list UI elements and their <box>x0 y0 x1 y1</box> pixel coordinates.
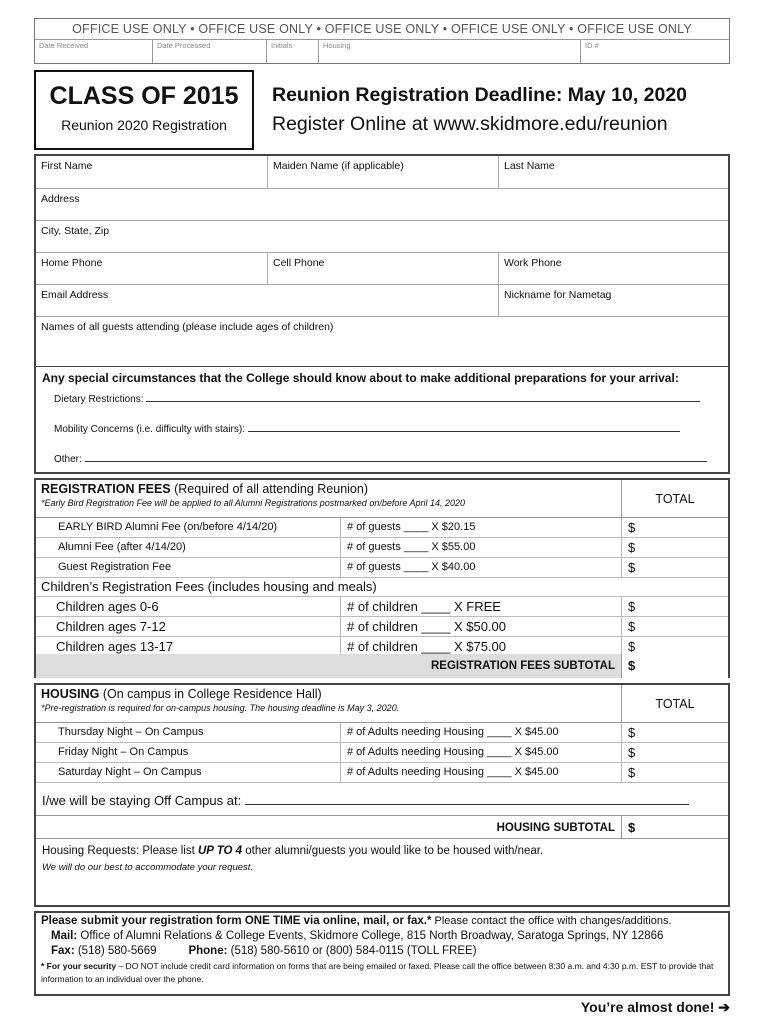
housing-night-label: Friday Night – On Campus <box>36 743 341 762</box>
email-field[interactable]: Email Address <box>36 285 499 316</box>
housing-requests-note: We will do our best to accommodate your request. <box>42 862 254 873</box>
mobility-line[interactable] <box>54 423 722 435</box>
fee-label: Alumni Fee (after 4/14/20) <box>36 538 341 557</box>
name-row <box>36 156 728 189</box>
class-subtitle: Reunion 2020 Registration <box>61 117 227 133</box>
dietary-label: Dietary Restrictions: <box>54 394 144 405</box>
fee-label: EARLY BIRD Alumni Fee (on/before 4/14/20) <box>36 518 341 537</box>
housing-note: *Pre-registration is required for on-campus housing. The housing deadline is May 3, 2020. <box>41 703 400 713</box>
mobility-label: Mobility Concerns (i.e. difficulty with stairs): <box>54 424 245 435</box>
mail-address: Mail: Office of Alumni Relations & College Events, Skidmore College, 815 North Broadway, Saratoga Springs, NY 12866 <box>51 930 664 942</box>
children-fee-label: Children ages 7-12 <box>36 617 341 636</box>
fee-calc[interactable]: # of guests ____ X $40.00 <box>341 558 622 577</box>
office-date-processed[interactable]: Date Processed <box>153 40 267 63</box>
office-use-box <box>34 18 730 64</box>
office-use-banner: OFFICE USE ONLY • OFFICE USE ONLY • OFFICE USE ONLY • OFFICE USE ONLY • OFFICE USE ONLY <box>72 22 692 36</box>
housing-requests[interactable] <box>42 845 722 873</box>
city-row <box>36 221 728 253</box>
housing-row <box>36 763 728 783</box>
children-fee-label: Children ages 13-17 <box>36 637 341 656</box>
cell-phone-field[interactable]: Cell Phone <box>268 253 499 284</box>
office-date-received[interactable]: Date Received <box>35 40 153 63</box>
children-fee-total[interactable]: $ <box>628 619 636 634</box>
office-housing[interactable]: Housing <box>319 40 581 63</box>
children-fee-total[interactable]: $ <box>628 639 636 654</box>
housing-calc[interactable]: # of Adults needing Housing ____ X $45.00 <box>341 763 622 782</box>
fee-row <box>36 518 728 538</box>
class-title-box <box>34 70 254 150</box>
guests-field[interactable]: Names of all guests attending (please include ages of children) <box>41 321 334 333</box>
fees-subtotal-label: REGISTRATION FEES SUBTOTAL <box>36 654 622 678</box>
special-title: Any special circumstances that the College should know about to make additional preparations for your arrival: <box>42 371 679 385</box>
housing-calc[interactable]: # of Adults needing Housing ____ X $45.00 <box>341 723 622 742</box>
dietary-underline[interactable] <box>146 393 700 402</box>
fees-subtotal-row <box>36 654 728 678</box>
first-name-field[interactable]: First Name <box>36 156 268 188</box>
last-name-field[interactable]: Last Name <box>504 160 555 172</box>
housing-subtotal-label: HOUSING SUBTOTAL <box>36 816 622 838</box>
housing-calc[interactable]: # of Adults needing Housing ____ X $45.00 <box>341 743 622 762</box>
class-title: CLASS OF 2015 <box>49 82 239 110</box>
fee-calc[interactable]: # of guests ____ X $20.15 <box>341 518 622 537</box>
off-campus-label: I/we will be staying Off Campus at: <box>42 793 242 808</box>
registration-fees-section <box>34 478 730 678</box>
fee-label: Guest Registration Fee <box>36 558 341 577</box>
office-id[interactable]: ID # <box>585 41 599 50</box>
other-line[interactable] <box>54 453 722 465</box>
mobility-underline[interactable] <box>248 423 680 432</box>
fee-row <box>36 558 728 578</box>
maiden-name-field[interactable]: Maiden Name (if applicable) <box>268 156 499 188</box>
housing-total[interactable]: $ <box>628 745 636 760</box>
children-fee-total[interactable]: $ <box>628 599 636 614</box>
housing-title: HOUSING (On campus in College Residence Hall) <box>41 687 322 701</box>
phone-row <box>36 253 728 285</box>
housing-row <box>36 743 728 763</box>
off-campus-line[interactable] <box>42 793 689 808</box>
housing-requests-text: Housing Requests: Please list UP TO 4 other alumni/guests you would like to be housed with/near. <box>42 845 544 857</box>
housing-total[interactable]: $ <box>628 765 636 780</box>
fees-header <box>36 480 622 518</box>
address-field[interactable]: Address <box>41 193 80 205</box>
children-fee-calc[interactable]: # of children ____ X FREE <box>341 597 622 616</box>
fees-subtotal-value[interactable]: $ <box>622 654 728 678</box>
housing-row <box>36 723 728 743</box>
almost-done-text: You’re almost done! ➔ <box>580 999 730 1015</box>
other-label: Other: <box>54 454 82 465</box>
housing-header <box>36 685 622 723</box>
nickname-field[interactable]: Nickname for Nametag <box>504 289 612 301</box>
fees-title: REGISTRATION FEES (Required of all attending Reunion) <box>41 482 368 496</box>
registration-deadline: Reunion Registration Deadline: May 10, 2020 <box>272 84 688 106</box>
other-underline[interactable] <box>85 453 707 462</box>
personal-info-section <box>34 154 730 474</box>
office-use-fields <box>35 39 729 63</box>
housing-night-label: Thursday Night – On Campus <box>36 723 341 742</box>
children-fee-row <box>36 617 728 637</box>
children-fee-label: Children ages 0-6 <box>36 597 341 616</box>
fee-calc[interactable]: # of guests ____ X $55.00 <box>341 538 622 557</box>
office-initials[interactable]: Initials <box>267 40 319 63</box>
submit-instructions: Please submit your registration form ONE TIME via online, mail, or fax.* Please contact the office with changes/additions. <box>41 915 672 927</box>
fees-note: *Early Bird Registration Fee will be applied to all Alumni Registrations postmarked on/before April 14, 2020 <box>41 498 466 508</box>
fee-total[interactable]: $ <box>628 540 636 555</box>
off-campus-underline[interactable] <box>245 793 689 805</box>
submission-info <box>34 911 730 996</box>
city-state-zip-field[interactable]: City, State, Zip <box>41 225 110 237</box>
housing-section <box>34 683 730 907</box>
security-note: * For your security – DO NOT include credit card information on forms that are being emailed or faxed. Please call the office between 8:30 a.m. and 4:30 p.m. EST to provide that information to an individual over the phone. <box>41 961 714 984</box>
housing-night-label: Saturday Night – On Campus <box>36 763 341 782</box>
fee-total[interactable]: $ <box>628 560 636 575</box>
register-online: Register Online at www.skidmore.edu/reunion <box>272 113 668 135</box>
children-fee-row <box>36 597 728 617</box>
address-row <box>36 189 728 221</box>
children-fees-header: Children’s Registration Fees (includes housing and meals) <box>36 578 728 597</box>
guests-row <box>36 317 728 367</box>
housing-subtotal-row <box>36 815 728 839</box>
work-phone-field[interactable]: Work Phone <box>504 257 562 269</box>
children-fee-calc[interactable]: # of children ____ X $75.00 <box>341 637 622 656</box>
dietary-line[interactable] <box>54 393 722 405</box>
housing-total-header: TOTAL <box>622 685 728 723</box>
housing-subtotal-value[interactable]: $ <box>622 816 728 838</box>
fee-row <box>36 538 728 558</box>
housing-total[interactable]: $ <box>628 725 636 740</box>
email-row <box>36 285 728 317</box>
home-phone-field[interactable]: Home Phone <box>36 253 268 284</box>
fax-phone: Fax: (518) 580-5669 Phone: (518) 580-5610 or (800) 584-0115 (TOLL FREE) <box>51 945 477 957</box>
children-fee-calc[interactable]: # of children ____ X $50.00 <box>341 617 622 636</box>
special-circumstances <box>36 369 728 465</box>
fee-total[interactable]: $ <box>628 520 636 535</box>
fees-total-header: TOTAL <box>622 480 728 518</box>
